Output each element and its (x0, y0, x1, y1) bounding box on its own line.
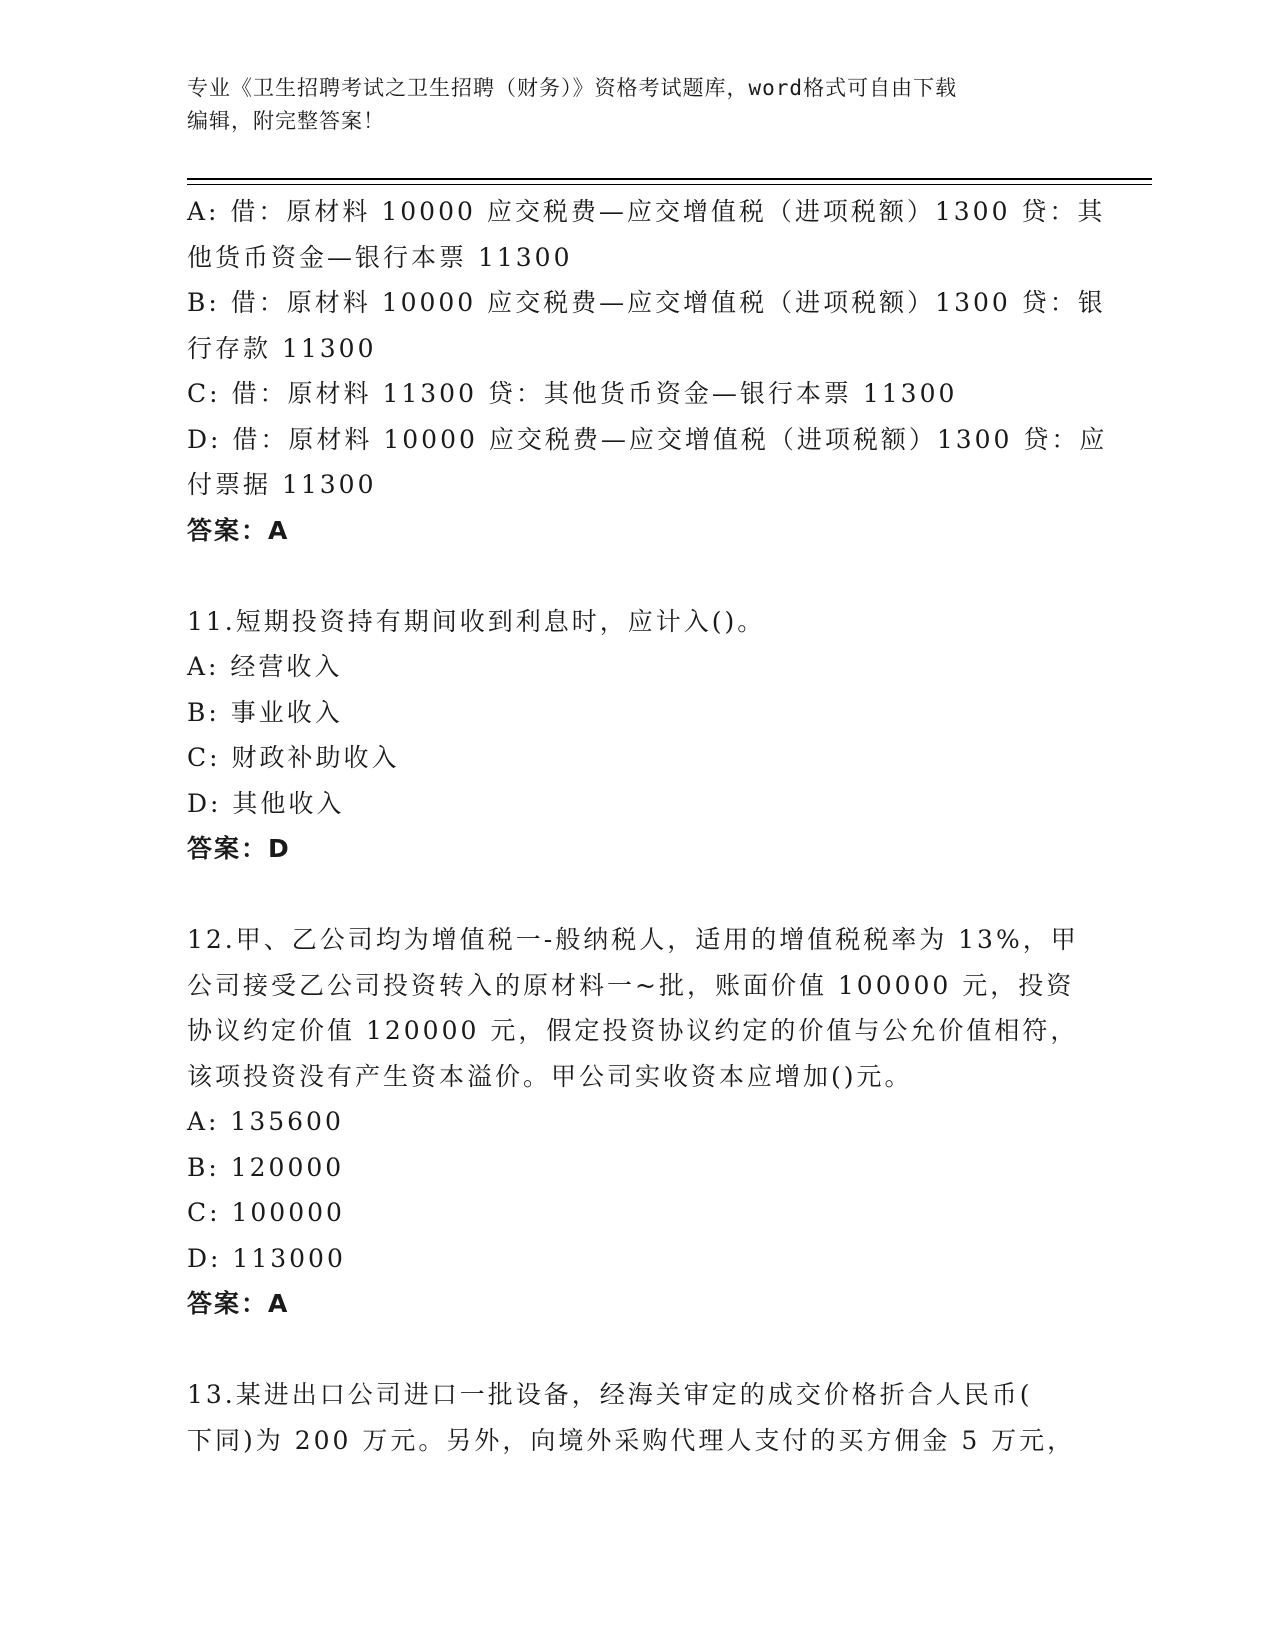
q12-question-line-2: 公司接受乙公司投资转入的原材料一~批，账面价值 100000 元，投资 (187, 970, 1075, 1000)
question-12-block (187, 917, 1087, 1327)
q11-option-d: D: 其他收入 (187, 788, 345, 818)
spacer (187, 1327, 1087, 1373)
q10-option-a-line-2: 他货币资金—银行本票 11300 (187, 242, 573, 272)
question-list (187, 189, 1108, 1463)
spacer (187, 553, 1087, 599)
q11-question: 11.短期投资持有期间收到利息时，应计入()。 (187, 606, 766, 636)
q12-question-line-4: 该项投资没有产生资本溢价。甲公司实收资本应增加()元。 (187, 1061, 913, 1091)
q10-option-b-line-1: B: 借：原材料 10000 应交税费—应交增值税（进项税额）1300 贷：银 (187, 288, 1106, 317)
q10-answer: 答案：A (187, 515, 290, 545)
header-rule-thick (187, 178, 1152, 180)
header-rule-thin (187, 184, 1152, 185)
q11-option-a: A: 经营收入 (187, 652, 343, 681)
q13-question-line-1: 13.某进出口公司进口一批设备，经海关审定的成交价格折合人民币( (187, 1380, 1033, 1409)
q12-option-a: A: 135600 (187, 1107, 344, 1136)
q12-answer: 答案：A (187, 1289, 290, 1318)
question-11-block (187, 599, 1087, 872)
q10-option-d-line-2: 付票据 11300 (187, 470, 377, 499)
q11-answer: 答案：D (187, 834, 291, 863)
q12-question-line-1: 12.甲、乙公司均为增值税一-般纳税人，适用的增值税税率为 13%，甲 (187, 925, 1079, 954)
q12-option-b: B: 120000 (187, 1152, 345, 1182)
q12-option-c: C: 100000 (187, 1198, 345, 1227)
q12-option-d: D: 113000 (187, 1243, 346, 1273)
question-10-block (187, 189, 1108, 553)
question-13-block (187, 1372, 1087, 1463)
q10-option-d-line-1: D: 借：原材料 10000 应交税费—应交增值税（进项税额）1300 贷：应 (187, 424, 1108, 454)
document-header (187, 72, 1087, 138)
spacer (187, 872, 1087, 918)
q12-question-line-3: 协议约定价值 120000 元，假定投资协议约定的价值与公允价值相符， (187, 1016, 1079, 1045)
header-title-line-2: 编辑，附完整答案！ (187, 109, 385, 133)
q11-option-c: C: 财政补助收入 (187, 743, 400, 772)
q13-question-line-2: 下同)为 200 万元。另外，向境外采购代理人支付的买方佣金 5 万元， (187, 1425, 1076, 1455)
header-title-line-1: 专业《卫生招聘考试之卫生招聘（财务）》资格考试题库，word格式可自由下载 (187, 76, 958, 100)
q10-option-b-line-2: 行存款 11300 (187, 333, 377, 363)
q10-option-c: C: 借：原材料 11300 贷：其他货币资金—银行本票 11300 (187, 379, 958, 408)
q10-option-a-line-1: A: 借：原材料 10000 应交税费—应交增值税（进项税额）1300 贷：其 (187, 197, 1106, 226)
q11-option-b: B: 事业收入 (187, 697, 343, 727)
